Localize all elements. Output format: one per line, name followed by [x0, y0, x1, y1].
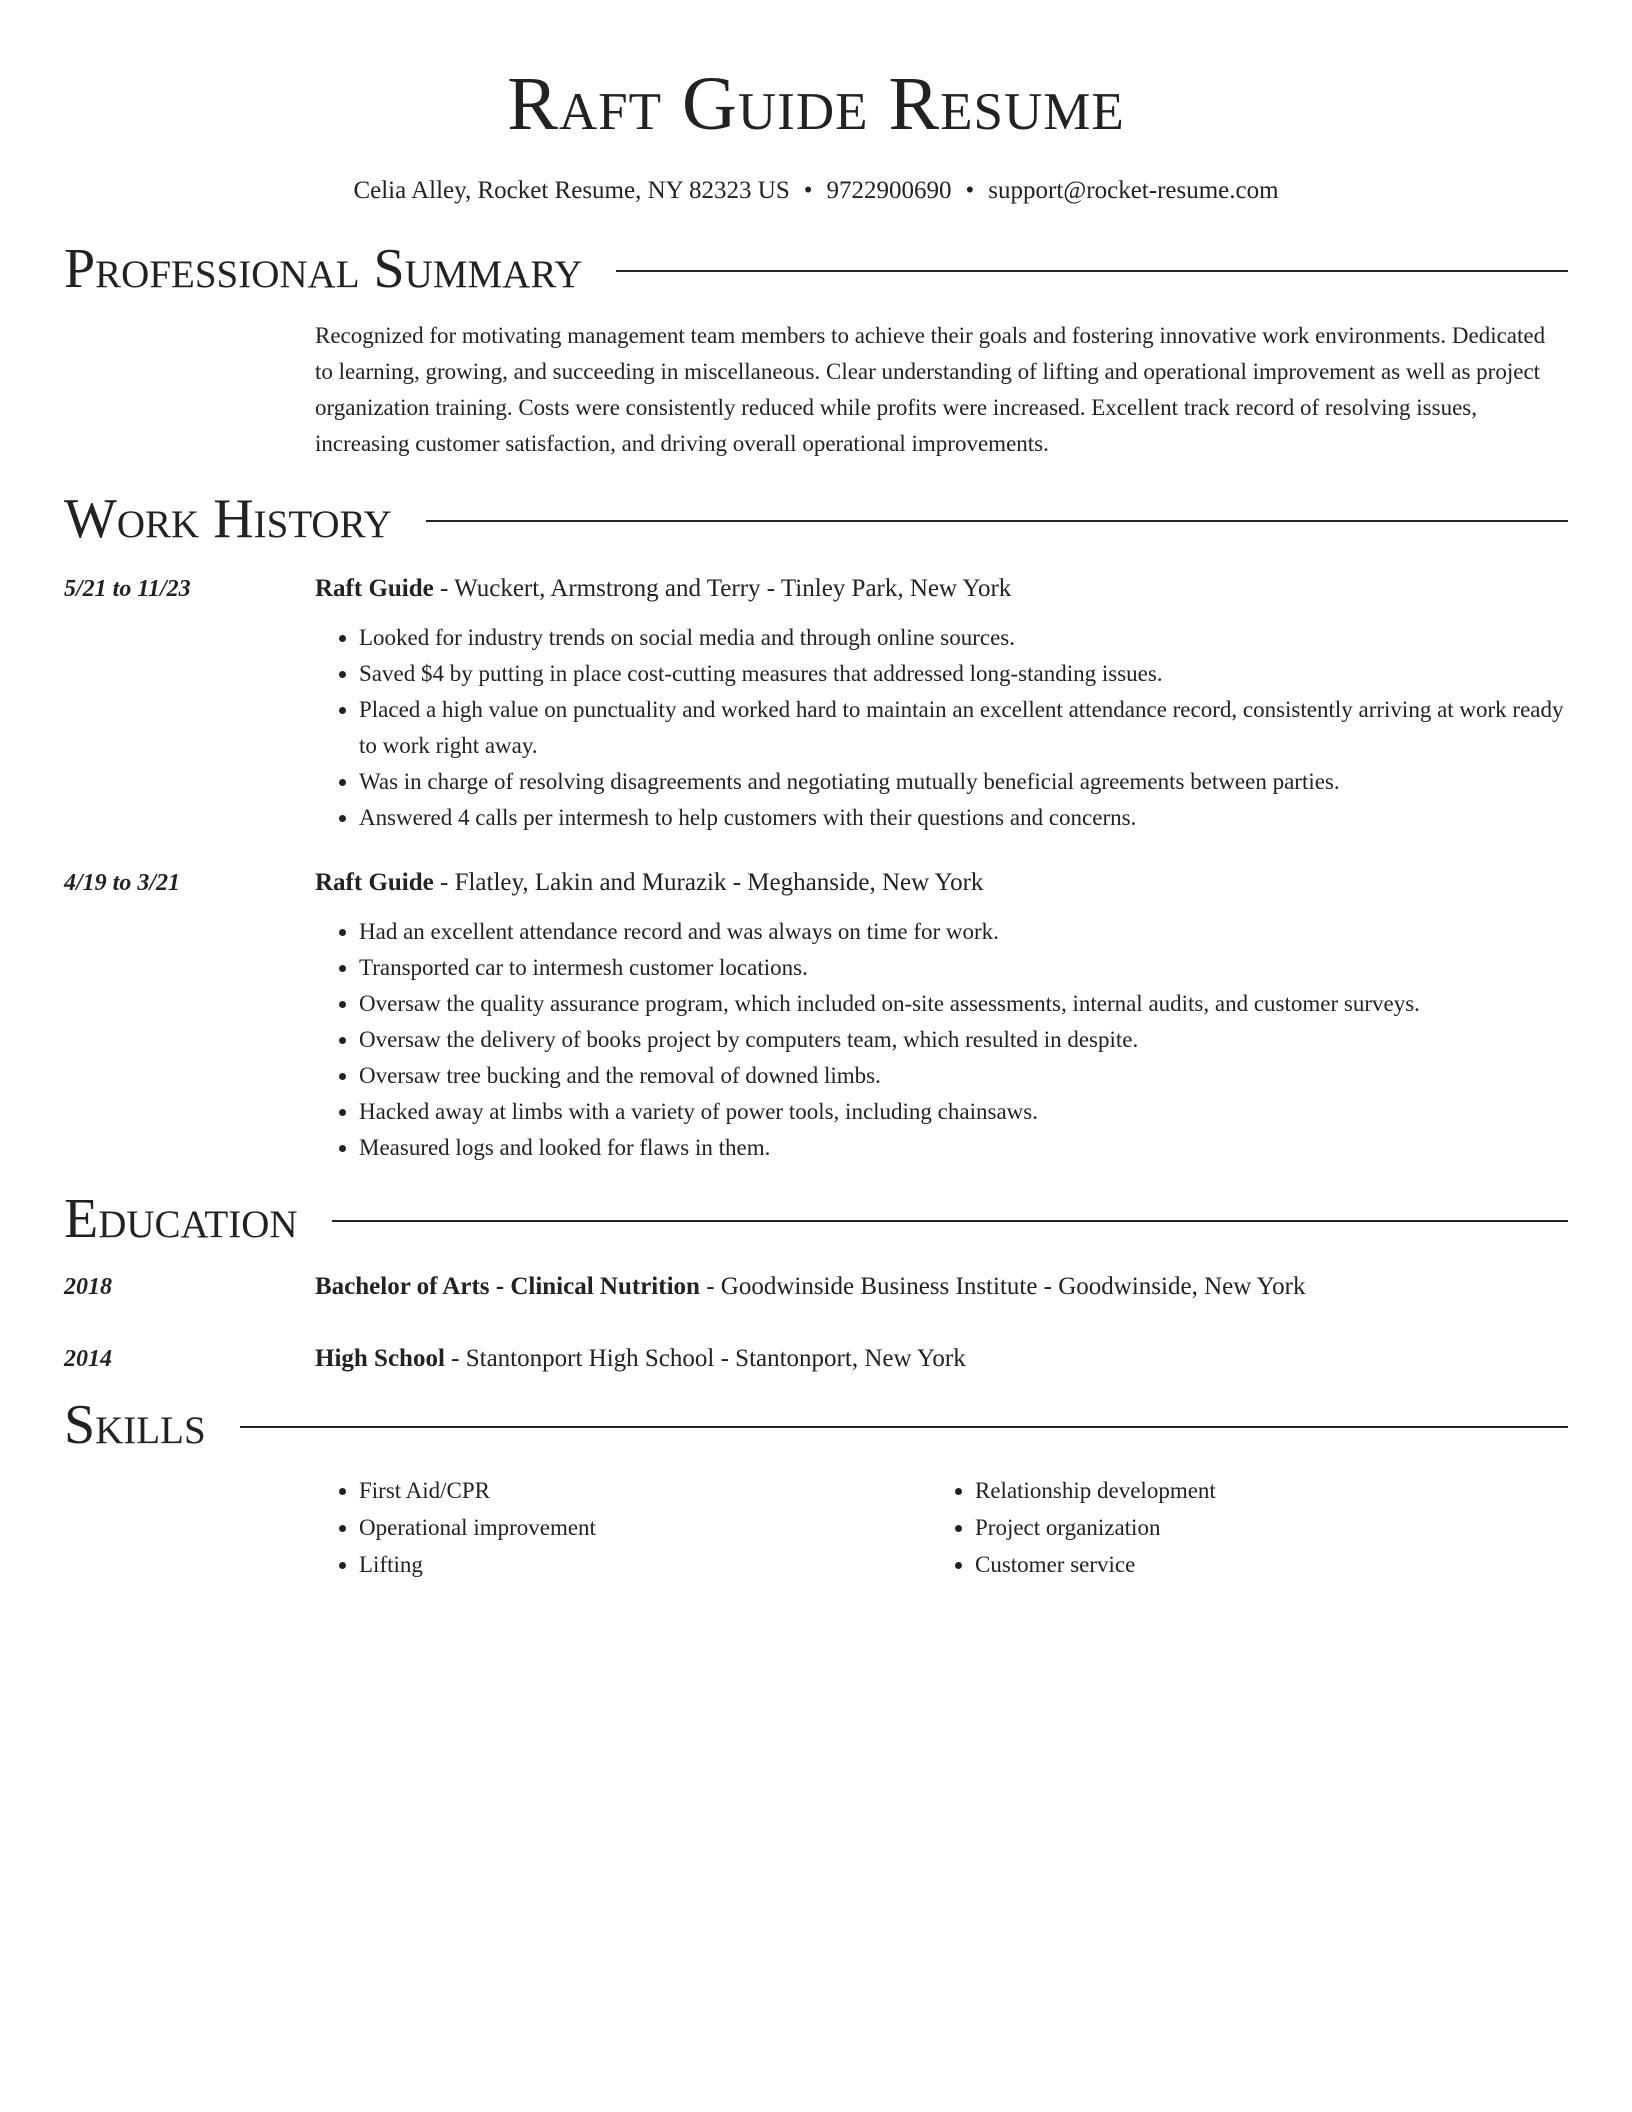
education-degree: Bachelor of Arts - Clinical Nutrition [315, 1273, 700, 1300]
work-content [315, 572, 1568, 836]
work-section-header [64, 488, 1568, 550]
work-section-title: Work History [64, 488, 392, 550]
skill-item: • Lifting [359, 1546, 931, 1583]
work-heading [315, 572, 1568, 606]
list-item: • Transported car to intermesh customer locations. [359, 950, 1568, 986]
section-divider [240, 1426, 1568, 1428]
education-date: 2018 [64, 1274, 112, 1300]
resume-title: Raft Guide Resume [507, 62, 1125, 146]
education-section-title: Education [64, 1188, 298, 1250]
list-item: • Looked for industry trends on social media and through online sources. [359, 620, 1568, 656]
work-entry [64, 572, 1568, 836]
education-entry [64, 1270, 1568, 1304]
work-date: 4/19 to 3/21 [64, 870, 181, 896]
list-item: • Had an excellent attendance record and was always on time for work. [359, 914, 1568, 950]
work-role: Raft Guide [315, 575, 434, 602]
contact-separator: • [803, 177, 813, 204]
education-heading [315, 1342, 1568, 1376]
contact-separator: • [965, 177, 975, 204]
work-details: - Wuckert, Armstrong and Terry - Tinley Park, New York [433, 575, 1012, 602]
skills-section-title: Skills [64, 1394, 206, 1456]
work-heading [315, 866, 1568, 900]
list-item: • Oversaw the delivery of books project by computers team, which resulted in despite. [359, 1022, 1568, 1058]
list-item: • Oversaw the quality assurance program, which included on-site assessments, internal audits, and customer surveys. [359, 986, 1568, 1022]
skill-item: • Operational improvement [359, 1509, 931, 1546]
education-details: - Stantonport High School - Stantonport, New York [444, 1345, 966, 1372]
education-date: 2014 [64, 1346, 112, 1372]
work-details: - Flatley, Lakin and Murazik - Meghanside, New York [433, 869, 984, 896]
skill-item: • Customer service [975, 1546, 1547, 1583]
skills-section-header [64, 1394, 1568, 1456]
list-item: • Measured logs and looked for flaws in them. [359, 1130, 1568, 1166]
skills-list [315, 1472, 1568, 1583]
work-content [315, 866, 1568, 1166]
work-bullets [315, 914, 1568, 1166]
skill-item: • Relationship development [975, 1472, 1547, 1509]
skill-item: • First Aid/CPR [359, 1472, 931, 1509]
list-item: • Answered 4 calls per intermesh to help customers with their questions and concerns. [359, 800, 1568, 836]
skill-item: • Project organization [975, 1509, 1547, 1546]
list-item: • Oversaw tree bucking and the removal of downed limbs. [359, 1058, 1568, 1094]
list-item: • Was in charge of resolving disagreements and negotiating mutually beneficial agreements between parties. [359, 764, 1568, 800]
work-role: Raft Guide [315, 869, 434, 896]
list-item: • Hacked away at limbs with a variety of power tools, including chainsaws. [359, 1094, 1568, 1130]
summary-text: Recognized for motivating management team members to achieve their goals and fostering innovative work environments. Dedicated to learning, growing, and succeeding in miscellaneous. Clear understanding of lifting and operational improvement as well as project organization training. Costs were consistently reduced while profits were increased. Excellent track record of resolving issues, increasing customer satisfaction, and driving overall operational improvements. [315, 323, 1546, 456]
work-bullets [315, 620, 1568, 836]
education-degree: High School [315, 1345, 445, 1372]
summary-section-title: Professional Summary [64, 238, 583, 300]
contact-email: support@rocket-resume.com [988, 177, 1279, 204]
skills-column-right [931, 1472, 1547, 1583]
list-item: • Saved $4 by putting in place cost-cutting measures that addressed long-standing issues. [359, 656, 1568, 692]
list-item: • Placed a high value on punctuality and worked hard to maintain an excellent attendance record, consistently arriving at work ready to work right away. [359, 692, 1568, 764]
contact-line [64, 176, 1568, 206]
education-heading [315, 1270, 1568, 1304]
section-divider [616, 270, 1568, 272]
education-section-header [64, 1188, 1568, 1250]
section-divider [426, 520, 1568, 522]
work-entry [64, 866, 1568, 1166]
section-divider [332, 1220, 1568, 1222]
contact-phone: 9722900690 [826, 177, 952, 204]
education-entry [64, 1342, 1568, 1376]
summary-section-header [64, 238, 1568, 300]
education-details: - Goodwinside Business Institute - Goodwinside, New York [699, 1273, 1306, 1300]
work-date: 5/21 to 11/23 [64, 576, 191, 602]
skills-column-left [315, 1472, 931, 1583]
contact-address: Celia Alley, Rocket Resume, NY 82323 US [353, 177, 790, 204]
